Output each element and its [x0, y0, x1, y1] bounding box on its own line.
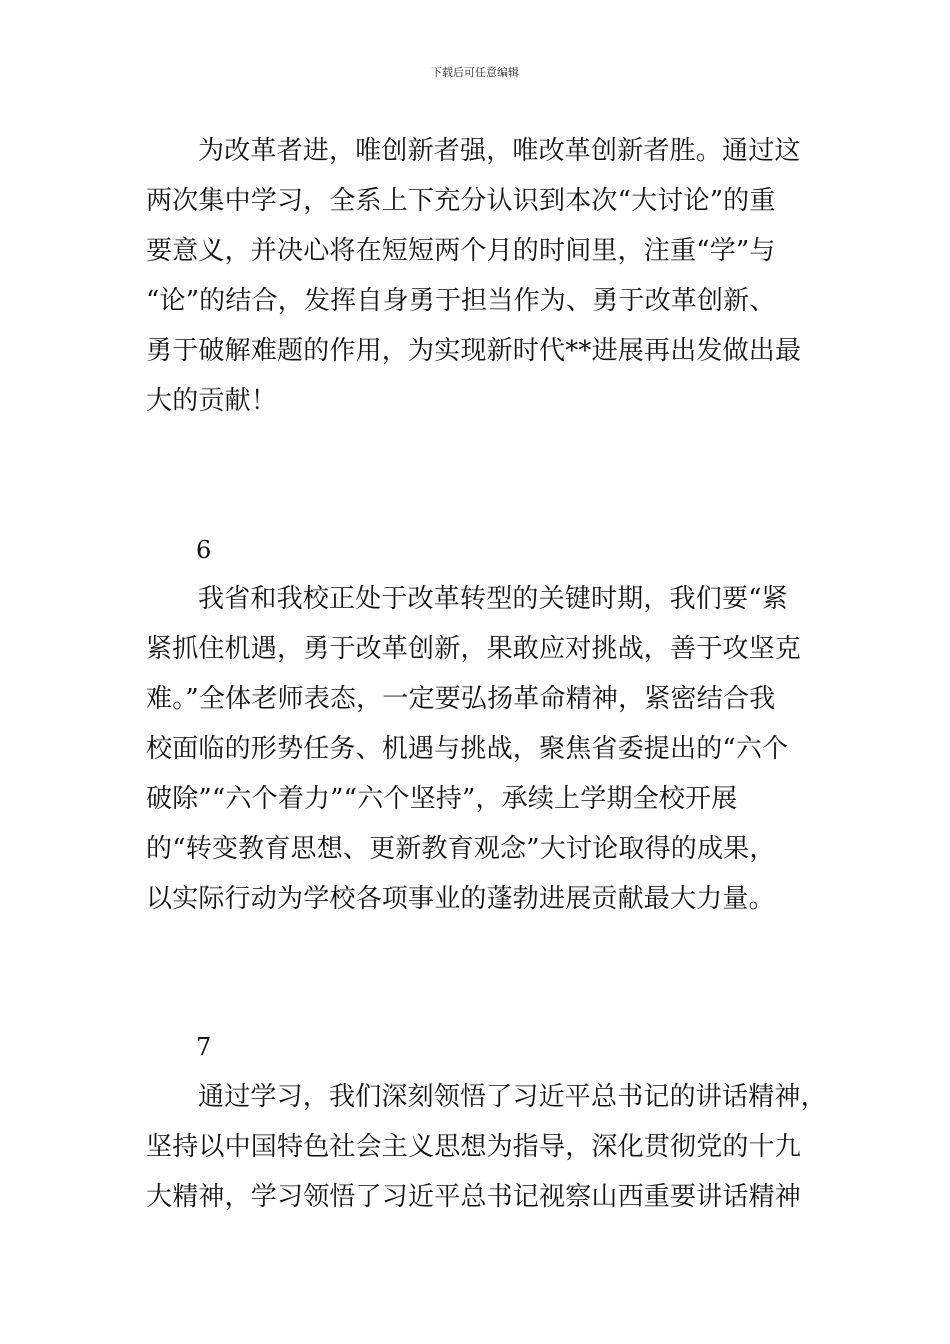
- text-line: 勇于破解难题的作用，为实现新时代**进展再出发做出最: [146, 336, 802, 366]
- section-number: 7: [196, 1033, 212, 1061]
- text-line: 我省和我校正处于改革转型的关键时期，我们要“紧: [198, 584, 788, 614]
- text-line: 要意义，并决心将在短短两个月的时间里，注重“学”与: [146, 236, 776, 266]
- text-line: 通过学习，我们深刻领悟了习近平总书记的讲话精神，: [198, 1082, 827, 1112]
- text-line: 的“转变教育思想、更新教育观念”大讨论取得的成果，: [146, 834, 776, 864]
- text-line: 两次集中学习，全系上下充分认识到本次“大讨论”的重: [146, 186, 776, 216]
- page-header: 下载后可任意编辑: [431, 66, 519, 79]
- text-line: 难。”全体老师表态，一定要弘扬革命精神，紧密结合我: [146, 684, 776, 714]
- section-number: 6: [196, 536, 212, 564]
- paragraph-3: [146, 1072, 836, 1222]
- paragraph-2: [146, 574, 836, 924]
- section-7: [146, 1033, 836, 1061]
- text-line: 为改革者进，唯创新者强，唯改革创新者胜。通过这: [198, 136, 801, 166]
- text-line: 大精神，学习领悟了习近平总书记视察山西重要讲话精神: [146, 1182, 802, 1212]
- text-line: 紧抓住机遇，勇于改革创新，果敢应对挑战，善于攻坚克: [146, 634, 802, 664]
- text-line: 校面临的形势任务、机遇与挑战，聚焦省委提出的“六个: [146, 734, 789, 764]
- text-line: 坚持以中国特色社会主义思想为指导，深化贯彻党的十九: [146, 1132, 802, 1162]
- text-line: 大的贡献！: [146, 386, 278, 416]
- text-line: 破除”“六个着力”“六个坚持”，承续上学期全校开展: [146, 784, 738, 814]
- paragraph-1: [146, 126, 836, 426]
- section-6: [146, 536, 836, 564]
- text-line: 以实际行动为学校各项事业的蓬勃进展贡献最大力量。: [146, 884, 775, 914]
- text-line: “论”的结合，发挥自身勇于担当作为、勇于改革创新、: [146, 286, 776, 316]
